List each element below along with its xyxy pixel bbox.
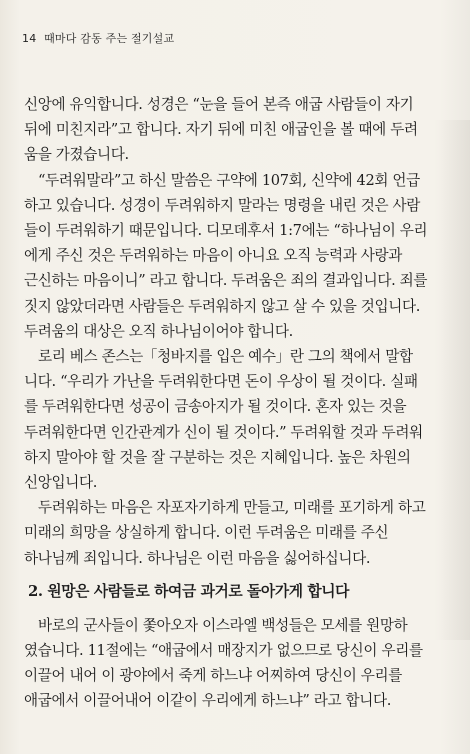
section-heading: 2. 원망은 사람들로 하여금 과거로 돌아가게 합니다 xyxy=(28,582,350,600)
text-line: 로리 베스 존스는「청바지를 입은 예수」란 그의 책에서 말합 xyxy=(38,348,413,366)
text-line: 하나님께 죄입니다. 하나님은 이런 마음을 싫어하십니다. xyxy=(24,549,371,567)
paragraph xyxy=(24,613,434,714)
book-title: 때마다 감동 주는 절기설교 xyxy=(44,32,175,45)
text-line: 애굽에서 이끌어내어 이같이 우리에게 하느냐” 라고 합니다. xyxy=(24,692,392,710)
text-line: 하지 말아야 할 것을 잘 구분하는 것은 지혜입니다. 높은 차원의 xyxy=(24,448,411,466)
text-line: 니다. “우리가 가난을 두려워한다면 돈이 우상이 될 것이다. 실패 xyxy=(24,373,418,391)
text-line: 근신하는 마음이니” 라고 합니다. 두려움은 죄의 결과입니다. 죄를 xyxy=(24,272,428,290)
running-head xyxy=(22,30,174,46)
paragraph xyxy=(24,344,434,495)
paragraph xyxy=(24,168,434,344)
text-line: 를 두려워한다면 성공이 금송아지가 될 것이다. 혼자 있는 것을 xyxy=(24,398,407,416)
paragraph xyxy=(24,92,434,168)
text-line: 미래의 희망을 상실하게 합니다. 이런 두려움은 미래를 주신 xyxy=(24,524,389,542)
text-line: 신앙에 유익합니다. 성경은 “눈을 들어 본즉 애굽 사람들이 자기 xyxy=(24,96,414,113)
text-line: 움을 가졌습니다. xyxy=(24,146,129,164)
text-line: 바로의 군사들이 쫓아오자 이스라엘 백성들은 모세를 원망하 xyxy=(38,616,408,634)
page-edge-shadow xyxy=(434,120,470,640)
paragraph xyxy=(24,495,434,571)
paragraph-group-top xyxy=(24,92,434,571)
text-line: 두려워하는 마음은 자포자기하게 만들고, 미래를 포기하게 하고 xyxy=(38,499,426,517)
text-line: 두려움의 대상은 오직 하나님이어야 합니다. xyxy=(24,322,293,340)
text-line: 하고 있습니다. 성경이 두려워하지 말라는 명령을 내린 것은 사람 xyxy=(24,196,421,214)
page-number: 14 xyxy=(22,32,37,45)
text-line: 두려워한다면 인간관계가 신이 될 것이다.” 두려워할 것과 두려워 xyxy=(24,423,423,441)
paragraph-group-bottom xyxy=(24,613,434,714)
text-line: 뒤에 미친지라”고 합니다. 자기 뒤에 미친 애굽인을 볼 때에 두려 xyxy=(24,121,418,139)
text-line: 에게 주신 것은 두려워하는 마음이 아니요 오직 능력과 사랑과 xyxy=(24,247,403,265)
text-line: “두려워말라”고 하신 말씀은 구약에 107회, 신약에 42회 언급 xyxy=(38,171,420,189)
text-line: 들이 두려워하기 때문입니다. 디모데후서 1:7에는 “하나님이 우리 xyxy=(24,222,428,240)
text-line: 였습니다. 11절에는 “애굽에서 매장지가 없으므로 당신이 우리를 xyxy=(24,642,423,660)
text-line: 신앙입니다. xyxy=(24,474,98,492)
body-text xyxy=(24,92,434,714)
text-line: 이끌어 내어 이 광야에서 죽게 하느냐 어찌하여 당신이 우리를 xyxy=(24,667,403,685)
text-line: 짓지 않았더라면 사람들은 두려워하지 않고 살 수 있을 것입니다. xyxy=(24,297,421,315)
